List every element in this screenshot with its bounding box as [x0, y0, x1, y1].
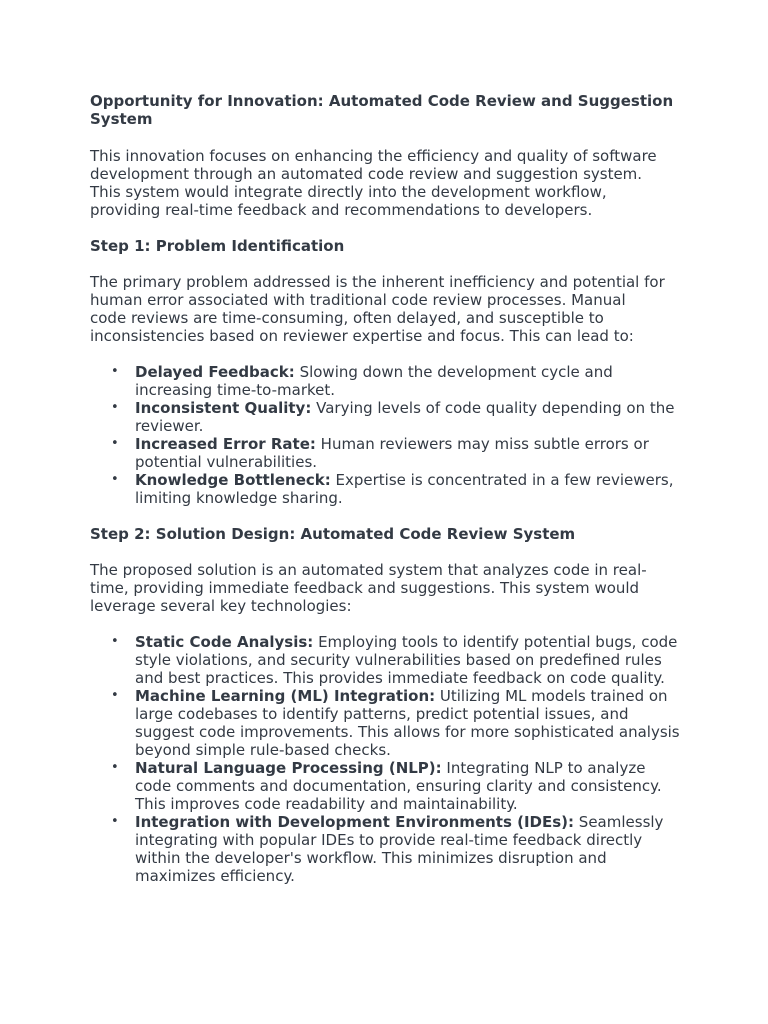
list-item — [90, 759, 680, 813]
list-item-text: Slowing down the development cycle and increasing time-to-market. — [135, 363, 613, 399]
list-item — [90, 471, 680, 507]
list-item-text: Employing tools to identify potential bugs, code style violations, and security vulnerabilities based on predefined rules and best practices. This provides immediate feedback on code quality. — [135, 633, 678, 687]
step1-list — [90, 363, 690, 507]
list-item-text: Seamlessly integrating with popular IDEs to provide real-time feedback directly within the developer's workflow. This minimizes disruption and maximizes efficiency. — [135, 813, 664, 885]
document-title: Opportunity for Innovation: Automated Code Review and Suggestion System — [90, 92, 674, 128]
list-item-text: Varying levels of code quality depending on the reviewer. — [135, 399, 675, 435]
list-item-text: Integrating NLP to analyze code comments and documentation, ensuring clarity and consistency. This improves code readability and maintainability. — [135, 759, 662, 813]
list-item-text: Human reviewers may miss subtle errors or potential vulnerabilities. — [135, 435, 649, 471]
list-item-term: Machine Learning (ML) Integration: — [135, 687, 436, 705]
step2-heading: Step 2: Solution Design: Automated Code Review System — [90, 525, 576, 543]
step2-list — [90, 633, 690, 885]
list-item-term: Inconsistent Quality: — [135, 399, 312, 417]
list-item — [90, 633, 680, 687]
list-item-term: Delayed Feedback: — [135, 363, 295, 381]
intro-paragraph: This innovation focuses on enhancing the efficiency and quality of software development through an automated code review and suggestion system. This system would integrate directly into the development workflow, providing real-time feedback and recommendations to developers. — [90, 147, 657, 219]
list-item-term: Static Code Analysis: — [135, 633, 314, 651]
list-item — [90, 399, 680, 435]
step1-heading: Step 1: Problem Identification — [90, 237, 345, 255]
list-item — [90, 363, 680, 399]
list-item — [90, 435, 680, 471]
step1-paragraph: The primary problem addressed is the inherent inefficiency and potential for human error associated with traditional code review processes. Manual code reviews are time-consuming, often delayed, and susceptible to inconsistencies based on reviewer expertise and focus. This can lead to: — [90, 273, 665, 345]
list-item-term: Increased Error Rate: — [135, 435, 316, 453]
list-item — [90, 813, 680, 885]
list-item-text: Expertise is concentrated in a few reviewers, limiting knowledge sharing. — [135, 471, 674, 507]
list-item — [90, 687, 680, 759]
document-page — [90, 92, 690, 885]
step2-paragraph: The proposed solution is an automated system that analyzes code in real-time, providing immediate feedback and suggestions. This system would leverage several key technologies: — [90, 561, 647, 615]
list-item-term: Natural Language Processing (NLP): — [135, 759, 442, 777]
list-item-term: Knowledge Bottleneck: — [135, 471, 331, 489]
list-item-text: Utilizing ML models trained on large codebases to identify patterns, predict potential issues, and suggest code improvements. This allows for more sophisticated analysis beyond simple rule-based checks. — [135, 687, 680, 759]
list-item-term: Integration with Development Environments (IDEs): — [135, 813, 575, 831]
